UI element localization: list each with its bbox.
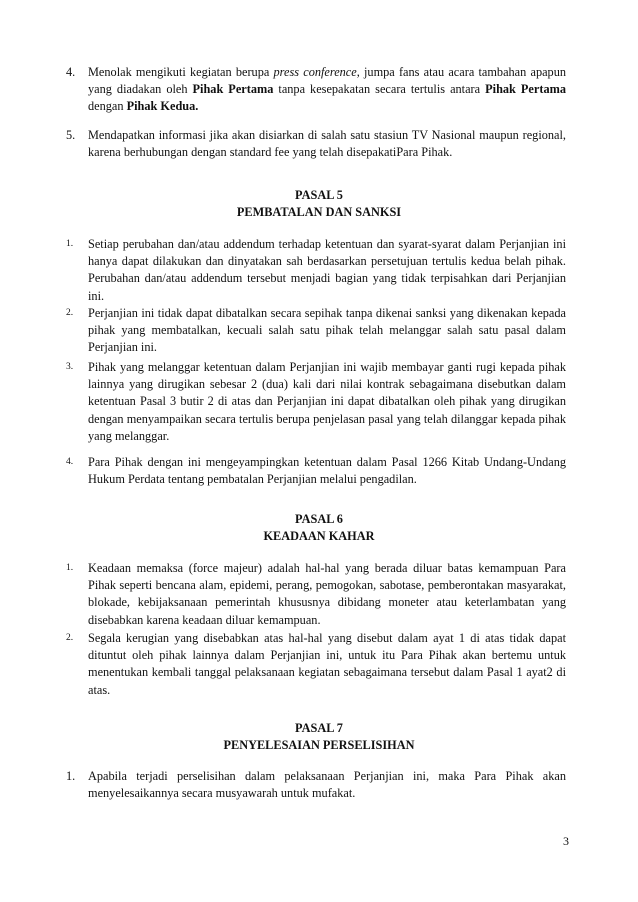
item-number: 4. — [66, 457, 74, 467]
item-number: 5. — [66, 128, 76, 142]
list-item — [66, 64, 566, 116]
list-item — [66, 630, 566, 699]
section-subtitle: PEMBATALAN DAN SANKSI — [236, 205, 402, 219]
item-number: 1. — [66, 563, 74, 573]
item-text: Setiap perubahan dan/atau addendum terhadap ketentuan dan syarat-syarat dalam Perjanjian ini hanya dapat dilakukan dan dinyatakan sah berdasarkan persetujuan tertulis kedua belah pihak. Perubahan dan/atau addendum tersebut menjadi bagian yang tidak terpisahkan dari Perjanjian ini. — [88, 237, 566, 303]
item-number: 1. — [66, 239, 74, 249]
list-item — [66, 305, 566, 357]
section-title: PASAL 7 — [295, 721, 343, 735]
item-text: Para Pihak dengan ini mengeyampingkan ketentuan dalam Pasal 1266 Kitab Undang-Undang Hukum Perdata tentang pembatalan Perjanjian melalui pengadilan. — [88, 455, 566, 487]
page-number: 3 — [563, 834, 569, 848]
section-subtitle: KEADAAN KAHAR — [263, 529, 375, 543]
list-item — [66, 560, 566, 629]
item-number: 2. — [66, 633, 74, 643]
section-title: PASAL 5 — [295, 188, 343, 202]
item-text: Perjanjian ini tidak dapat dibatalkan secara sepihak tanpa dikenai sanksi yang dikenakan kepada pihak yang membatalkan, kecuali salah satu pihak telah melanggar salah satu pasal dalam Perjanjian ini. — [88, 306, 566, 355]
section-heading-pasal-5 — [0, 187, 638, 221]
section-title: PASAL 6 — [295, 512, 343, 526]
item-text: Menolak mengikuti kegiatan berupa press conference, jumpa fans atau acara tambahan apapun yang diadakan oleh Pihak Pertama tanpa kesepakatan secara tertulis antara Pihak Pertama dengan Pihak Kedua. — [88, 65, 567, 114]
item-number: 1. — [66, 769, 76, 783]
section-subtitle: PENYELESAIAN PERSELISIHAN — [223, 738, 415, 752]
item-number: 2. — [66, 308, 74, 318]
section-heading-pasal-6 — [0, 511, 638, 545]
item-text: Keadaan memaksa (force majeur) adalah hal-hal yang berada diluar batas kemampuan Para Pihak seperti bencana alam, epidemi, perang, pemogokan, sabotase, pemberontakan masyarakat, blokade, kebijaksanaan pemerintah khususnya dibidang moneter atau keterlambatan yang disebabkan karena keadaan diluar kemampuan. — [88, 561, 566, 627]
section-heading-pasal-7 — [0, 720, 638, 754]
italic-term: press conference — [273, 65, 357, 79]
item-text: Segala kerugian yang disebabkan atas hal-hal yang disebut dalam ayat 1 di atas tidak dapat dituntut oleh pihak lainnya dalam Perjanjian ini, untuk itu Para Pihak akan bertemu untuk menentukan kembali tanggal pelaksanaan kegiatan sebagaimana tersebut dalam Pasal 1 ayat2 di atas. — [88, 631, 566, 697]
item-text: Apabila terjadi perselisihan dalam pelaksanaan Perjanjian ini, maka Para Pihak akan menyelesaikannya secara musyawarah untuk mufakat. — [88, 769, 566, 801]
bold-term: Pihak Pertama — [192, 82, 274, 97]
bold-term: Pihak Kedua. — [126, 99, 199, 114]
item-number: 3. — [66, 362, 74, 372]
bold-term: Pihak Pertama — [485, 82, 566, 97]
item-number: 4. — [66, 65, 76, 79]
item-text: Mendapatkan informasi jika akan disiarkan di salah satu stasiun TV Nasional maupun regional, karena berhubungan dengan standard fee yang telah disepakatiPara Pihak. — [88, 128, 566, 160]
list-item — [66, 127, 566, 161]
item-text: Pihak yang melanggar ketentuan dalam Perjanjian ini wajib membayar ganti rugi kepada pihak lainnya yang dirugikan sebesar 2 (dua) kali dari nilai kontrak sebagaimana disebutkan dalam ketentuan Pasal 3 butir 2 di atas dan Perjanjian ini dapat dibatalkan oleh pihak yang dirugikan dengan menyampaikan secara tertulis berupa penjelasan pasal yang telah dilanggar kepada pihak yang melanggar. — [88, 360, 566, 443]
list-item — [66, 236, 566, 305]
list-item — [66, 359, 566, 445]
list-item — [66, 454, 566, 488]
list-item — [66, 768, 566, 802]
